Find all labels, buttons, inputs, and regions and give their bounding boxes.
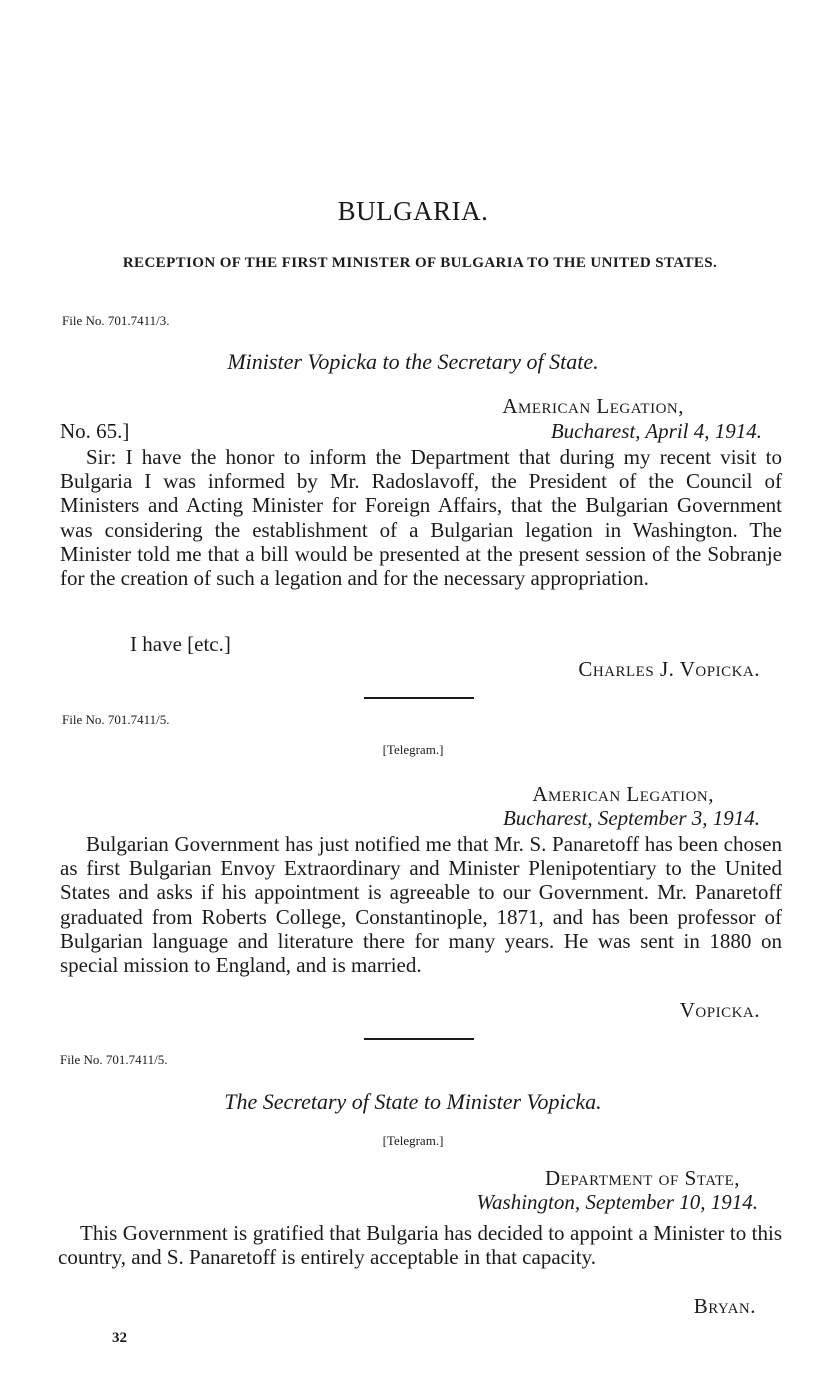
telegram-label: [Telegram.] — [382, 742, 444, 757]
dispatch-number: No. 65.] — [60, 419, 130, 443]
telegram-date: Bucharest, September 3, 1914. — [502, 806, 760, 830]
page-title: BULGARIA. — [337, 196, 489, 226]
letter-date: Bucharest, April 4, 1914. — [550, 419, 762, 443]
letter-body: Sir: I have the honor to inform the Department that during my recent visit to Bulgaria I was informed by Mr. Radoslavoff, the President of the Council of Ministers and Acting Minister for Foreign Affairs, that the Bulgarian Government was considering the establishment of a Bulgarian legation in Washington. The Minister told me that a bill would be presented at the present session of the Sobranje for the creation of such a legation and for the necessary appropriation. — [60, 445, 782, 591]
file-number: File No. 701.7411/3. — [62, 313, 170, 328]
telegram-signature: Vopicka. — [679, 998, 760, 1022]
file-number: File No. 701.7411/5. — [62, 712, 170, 727]
telegram-label: [Telegram.] — [382, 1133, 444, 1148]
telegram-signature: Bryan. — [693, 1294, 756, 1318]
telegram-place: American Legation, — [532, 782, 714, 806]
letter-signature: Charles J. Vopicka. — [578, 657, 760, 681]
telegram-date: Washington, September 10, 1914. — [476, 1190, 758, 1214]
telegram-body: Bulgarian Government has just notified me that Mr. S. Panaretoff has been chosen as first Bulgarian Envoy Extraordinary and Minister Plenipotentiary to the United States and asks if his appointment is agreeable to our Government. Mr. Panaretoff graduated from Roberts College, Constantinople, 1871, and has been professor of Bulgarian language and literature there for many years. He was sent in 1880 on special mission to England, and is married. — [60, 832, 782, 978]
section-divider — [364, 697, 474, 699]
file-number: File No. 701.7411/5. — [60, 1052, 168, 1067]
letter-place: American Legation, — [502, 394, 684, 418]
page-number: 32 — [112, 1330, 127, 1346]
section-subtitle: RECEPTION OF THE FIRST MINISTER OF BULGARIA TO THE UNITED STATES. — [122, 255, 718, 271]
letter-closing: I have [etc.] — [130, 632, 231, 656]
section-divider — [364, 1038, 474, 1040]
telegram-heading: The Secretary of State to Minister Vopicka. — [224, 1089, 602, 1114]
letter-heading: Minister Vopicka to the Secretary of State. — [227, 349, 599, 374]
telegram-place: Department of State, — [545, 1166, 740, 1190]
telegram-body: This Government is gratified that Bulgaria has decided to appoint a Minister to this country, and S. Panaretoff is entirely acceptable in that capacity. — [58, 1221, 782, 1270]
